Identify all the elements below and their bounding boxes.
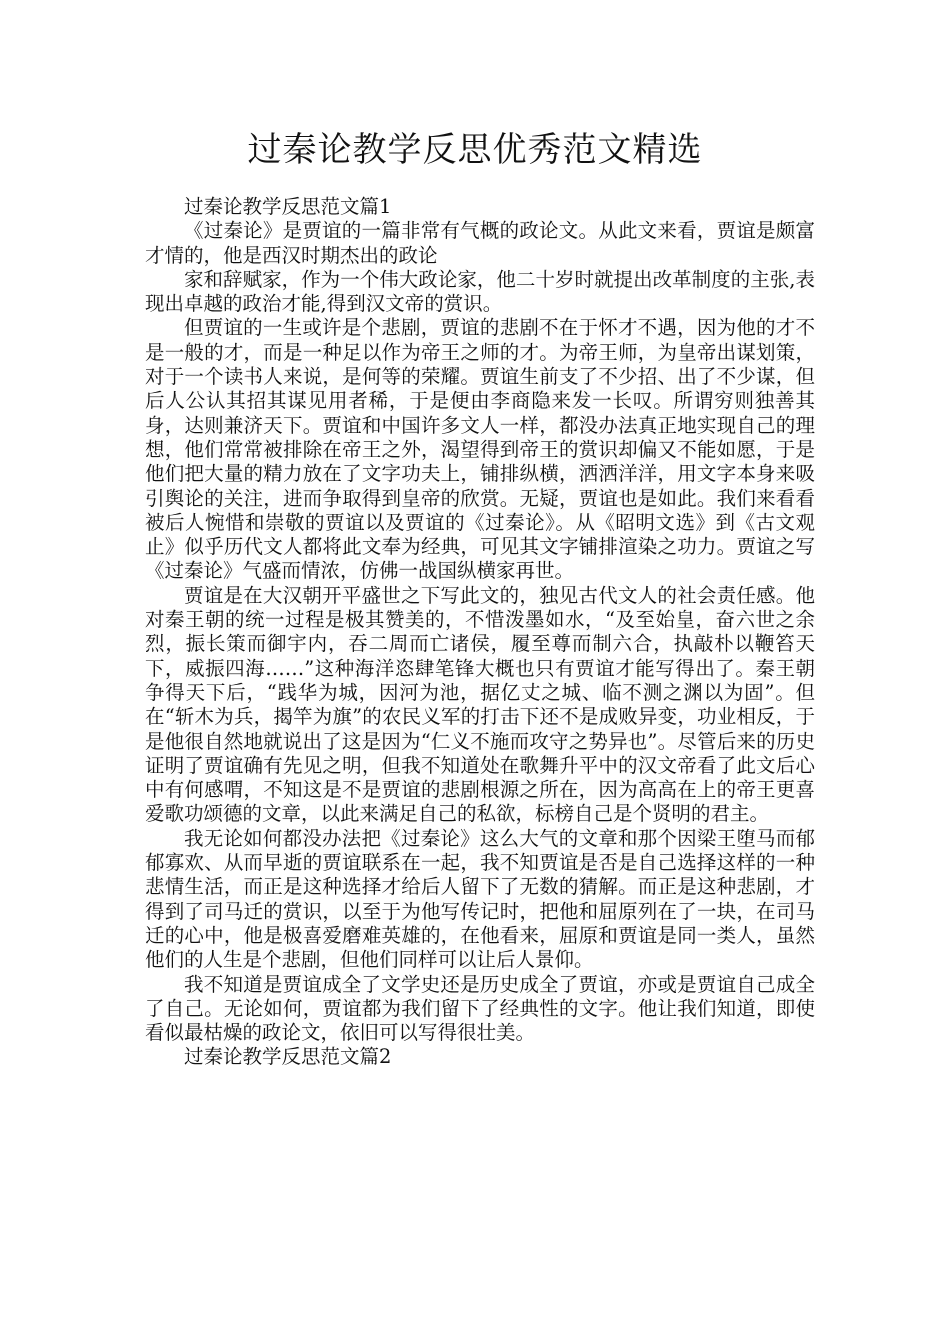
paragraph-6: 我不知道是贾谊成全了文学史还是历史成全了贾谊，亦或是贾谊自己成全了自己。无论如何，贾谊都为我们留下了经典性的文字。他让我们知道，即使看似最枯燥的政论文，依旧可以写得很壮美。	[145, 972, 815, 1045]
document-body	[145, 195, 815, 1070]
paragraph-1: 《过秦论》是贾谊的一篇非常有气概的政论文。从此文来看，贾谊是颇富才情的，他是西汉时期杰出的政论	[145, 219, 815, 267]
paragraph-2: 家和辞赋家，作为一个伟大政论家，他二十岁时就提出改革制度的主张,表现出卓越的政治才能,得到汉文帝的赏识。	[145, 267, 815, 316]
section-heading-1: 过秦论教学反思范文篇1	[184, 195, 392, 218]
section-heading-2: 过秦论教学反思范文篇2	[184, 1045, 392, 1069]
paragraph-4: 贾谊是在大汉朝开平盛世之下写此文的，独见古代文人的社会责任感。他对秦王朝的统一过程是极其赞美的，不惜泼墨如水，“及至始皇，奋六世之余烈，振长策而御宇内，吞二周而亡诸侯，履至尊而制六合，执敲朴以鞭笞天下，威振四海……”这种海洋恣肆笔锋大概也只有贾谊才能写得出了。秦王朝争得天下后，“践华为城，因河为池，据亿丈之城、临不测之渊以为固”。但在“斩木为兵，揭竿为旗”的农民义军的打击下还不是成败异变，功业相反，于是他很自然地就说出了这是因为“仁义不施而攻守之势异也”。尽管后来的历史证明了贾谊确有先见之明，但我不知道处在歌舞升平中的汉文帝看了此文后心中有何感喟，不知这是不是贾谊的悲剧根源之所在，因为高高在上的帝王更喜爱歌功颂德的文章，以此来满足自己的私欲，标榜自己是个贤明的君主。	[145, 583, 815, 826]
paragraph-5: 我无论如何都没办法把《过秦论》这么大气的文章和那个因梁王堕马而郁郁寡欢、从而早逝的贾谊联系在一起，我不知贾谊是否是自己选择这样的一种悲情生活，而正是这种选择才给后人留下了无数的猜解。而正是这种悲剧，才得到了司马迁的赏识，以至于为他写传记时，把他和屈原列在了一块，在司马迁的心中，他是极喜爱磨难英雄的，在他看来，屈原和贾谊是同一类人，虽然他们的人生是个悲剧，但他们同样可以让后人景仰。	[145, 826, 815, 972]
document-title: 过秦论教学反思优秀范文精选	[247, 130, 703, 170]
paragraph-3: 但贾谊的一生或许是个悲剧，贾谊的悲剧不在于怀才不遇，因为他的才不是一般的才，而是一种足以作为帝王之师的才。为帝王师，为皇帝出谋划策，对于一个读书人来说，是何等的荣耀。贾谊生前支了不少招、出了不少谋，但后人公认其招其谋见用者稀，于是便由李商隐来发一长叹。所谓穷则独善其身，达则兼济天下。贾谊和中国许多文人一样，都没办法真正地实现自己的理想，他们常常被排除在帝王之外，渴望得到帝王的赏识却偏又不能如愿，于是他们把大量的精力放在了文字功夫上，铺排纵横，洒洒洋洋，用文字本身来吸引舆论的关注，进而争取得到皇帝的欣赏。无疑，贾谊也是如此。我们来看看被后人惋惜和崇敬的贾谊以及贾谊的《过秦论》。从《昭明文选》到《古文观止》似乎历代文人都将此文奉为经典，可见其文字铺排渲染之功力。贾谊之写《过秦论》气盛而情浓，仿佛一战国纵横家再世。	[145, 316, 815, 583]
